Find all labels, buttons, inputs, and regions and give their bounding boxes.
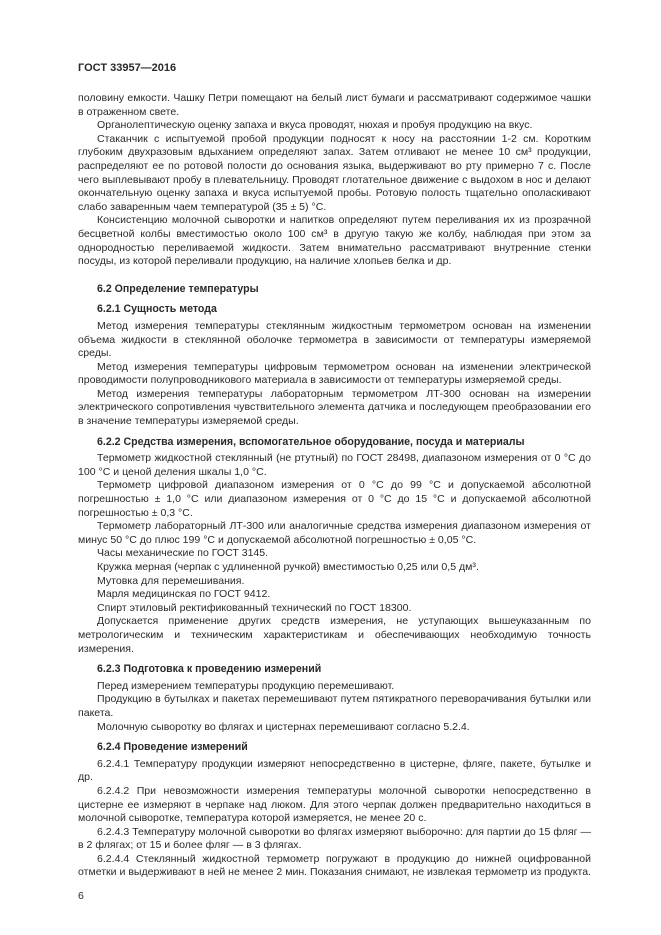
paragraph: Метод измерения температуры лабораторным термометром ЛТ-300 основан на измерении электрического сопротивления чувствительного элемента датчика и последующем преобразовании его в значение температуры измеряемой среды. — [78, 387, 591, 428]
paragraph: Продукцию в бутылках и пакетах перемешивают путем пятикратного переворачивания бутылки или пакета. — [78, 693, 591, 719]
paragraph: Стаканчик с испытуемой пробой продукции подносят к носу на расстоянии 1-2 см. Коротким глубоким двухразовым вдыханием определяют запах. Затем отливают не менее 10 см³ продукции, распределяют ее по ротовой полости до основания языка, выдерживают во рту примерно 7 с. После чего выплевывают пробу в плевательницу. Проводят глотательное движение с выдохом в нос и делают окончательную оценку запаха и вкуса испытуемой пробы. Ротовую полость тщательно ополаскивают слабо заваренным чаем температурой (35 ± 5) °С. — [78, 132, 591, 213]
paragraph: Перед измерением температуры продукцию перемешивают. — [97, 679, 395, 692]
paragraph: 6.2.4.4 Стеклянный жидкостной термометр погружают в продукцию до нижней оцифрованной отметки и выдерживают в ней не менее 2 мин. Показания снимают, не извлекая термометр из продукта. — [78, 852, 591, 879]
paragraph: Спирт этиловый ректификованный технический по ГОСТ 18300. — [97, 601, 412, 614]
paragraph: Метод измерения температуры стеклянным жидкостным термометром основан на изменении объема жидкости в стеклянной оболочке термометра в зависимости от температуры измеряемой среды. — [78, 319, 591, 360]
paragraph: Мутовка для перемешивания. — [97, 574, 245, 587]
section-heading: 6.2.3 Подготовка к проведению измерений — [97, 663, 322, 676]
paragraph: Допускается применение других средств измерения, не уступающих вышеуказанным по метрологическим и техническим характеристикам и обеспечивающих необходимую точность измерения. — [78, 615, 591, 655]
paragraph: Молочную сыворотку во флягах и цистернах перемешивают согласно 5.2.4. — [97, 720, 470, 733]
section-heading: 6.2.4 Проведение измерений — [97, 741, 248, 754]
document-code-header: ГОСТ 33957—2016 — [78, 62, 177, 74]
page-number: 6 — [78, 890, 84, 903]
document-body — [78, 92, 591, 880]
section-heading: 6.2.2 Средства измерения, вспомогательное оборудование, посуда и материалы — [97, 435, 525, 448]
paragraph: Термометр жидкостной стеклянный (не ртутный) по ГОСТ 28498, диапазоном измерения от 0 °С до 100 °С и ценой деления шкалы 1,0 °С. — [78, 452, 591, 478]
paragraph: 6.2.4.2 При невозможности измерения температуры молочной сыворотки непосредственно в цистерне ее измеряют в черпаке над люком. Для этого черпак должен предварительно находиться в молочной сыворотке, температура которой измеряется, не менее 20 с. — [78, 784, 591, 825]
paragraph: Термометр лабораторный ЛТ-300 или аналогичные средства измерения диапазоном измерения от минус 50 °С до плюс 199 °С и допускаемой абсолютной погрешностью ± 0,05 °С. — [78, 520, 591, 546]
paragraph: Термометр цифровой диапазоном измерения от 0 °С до 99 °С и допускаемой абсолютной погрешностью ± 1,0 °С или диапазоном измерения от 0 °С до 15 °С и допускаемой абсолютной погрешностью ± 0,3 °С. — [78, 479, 591, 519]
section-heading: 6.2.1 Сущность метода — [97, 303, 217, 316]
paragraph: Часы механические по ГОСТ 3145. — [97, 547, 269, 560]
paragraph: Марля медицинская по ГОСТ 9412. — [97, 588, 271, 601]
paragraph: Консистенцию молочной сыворотки и напитков определяют путем переливания их из прозрачной бесцветной колбы вместимостью около 100 см³ в другую такую же колбу, наблюдая при этом за однородностью переливаемой жидкости. Затем внимательно рассматривают внутренние стенки посуды, из которой переливали продукцию, на наличие хлопьев белка и др. — [78, 214, 591, 268]
paragraph: половину емкости. Чашку Петри помещают на белый лист бумаги и рассматривают содержимое чашки в отраженном свете. — [78, 92, 591, 118]
section-heading: 6.2 Определение температуры — [97, 282, 259, 295]
paragraph: Метод измерения температуры цифровым термометром основан на изменении электрической проводимости полупроводникового материала в зависимости от температуры измеряемой среды. — [78, 360, 591, 387]
paragraph: 6.2.4.1 Температуру продукции измеряют непосредственно в цистерне, фляге, пакете, бутылке и др. — [78, 757, 591, 784]
page-flow — [78, 92, 591, 903]
paragraph: Органолептическую оценку запаха и вкуса проводят, нюхая и пробуя продукцию на вкус. — [97, 119, 533, 132]
paragraph: 6.2.4.3 Температуру молочной сыворотки во флягах измеряют выборочно: для партии до 15 фляг — в 2 флягах; от 15 и более фляг — в 3 флягах. — [78, 825, 591, 852]
paragraph: Кружка мерная (черпак с удлиненной ручкой) вместимостью 0,25 или 0,5 дм³. — [97, 561, 479, 573]
